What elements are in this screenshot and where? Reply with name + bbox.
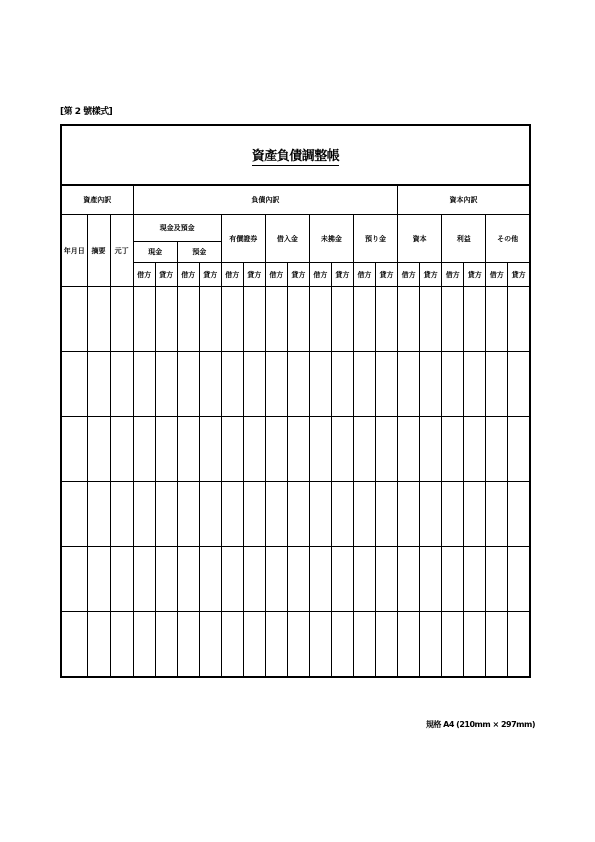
ledger-cell[interactable] [442,612,464,678]
ledger-cell[interactable] [375,287,397,352]
ledger-cell[interactable] [199,482,221,547]
ledger-cell[interactable] [221,352,243,417]
ledger-cell[interactable] [133,352,155,417]
ledger-cell[interactable] [309,352,331,417]
ledger-cell[interactable] [486,482,508,547]
ledger-cell[interactable] [420,612,442,678]
ledger-cell[interactable] [61,547,87,612]
debit-label: 借方 [353,263,375,287]
ledger-cell[interactable] [508,417,530,482]
ledger-cell[interactable] [287,287,309,352]
ledger-cell[interactable] [221,417,243,482]
group-header-row [61,185,530,215]
ledger-cell[interactable] [486,352,508,417]
ledger-cell[interactable] [199,287,221,352]
ledger-cell[interactable] [243,287,265,352]
ledger-cell[interactable] [508,482,530,547]
ledger-cell[interactable] [87,612,110,678]
ledger-cell[interactable] [61,352,87,417]
ledger-cell[interactable] [420,482,442,547]
ledger-cell[interactable] [420,547,442,612]
ledger-cell[interactable] [243,482,265,547]
ledger-cell[interactable] [353,482,375,547]
ledger-cell[interactable] [265,417,287,482]
ledger-cell[interactable] [265,352,287,417]
col-profit: 利益 [442,215,486,263]
ledger-cell[interactable] [177,547,199,612]
ledger-cell[interactable] [398,612,420,678]
ledger-cell[interactable] [486,417,508,482]
debit-label: 借方 [309,263,331,287]
ledger-cell[interactable] [133,482,155,547]
ledger-cell[interactable] [155,547,177,612]
ledger-cell[interactable] [375,352,397,417]
group-liabilities: 負債內訳 [133,185,398,215]
credit-label: 貸方 [375,263,397,287]
credit-label: 貸方 [243,263,265,287]
ledger-cell[interactable] [353,417,375,482]
ledger-cell[interactable] [110,547,133,612]
ledger-cell[interactable] [155,287,177,352]
ledger-cell[interactable] [243,417,265,482]
ledger-cell[interactable] [110,612,133,678]
ledger-cell[interactable] [309,547,331,612]
ledger-cell[interactable] [110,352,133,417]
ledger-cell[interactable] [133,547,155,612]
ledger-cell[interactable] [177,352,199,417]
credit-label: 貸方 [464,263,486,287]
credit-label: 貸方 [199,263,221,287]
ledger-cell[interactable] [87,417,110,482]
col-deposits-received: 預り金 [353,215,397,263]
ledger-cell[interactable] [287,417,309,482]
debit-label: 借方 [398,263,420,287]
ledger-cell[interactable] [87,287,110,352]
form-number-label: [第 2 號樣式] [60,107,113,117]
ledger-cell[interactable] [442,417,464,482]
ledger-cell[interactable] [331,612,353,678]
ledger-cell[interactable] [287,547,309,612]
ledger-cell[interactable] [199,612,221,678]
ledger-row [61,612,530,678]
col-cash-deposits: 現金及預金 [133,215,221,242]
ledger-cell[interactable] [353,287,375,352]
col-unpaid: 未拂金 [309,215,353,263]
ledger-cell[interactable] [442,547,464,612]
ledger-cell[interactable] [155,612,177,678]
credit-label: 貸方 [155,263,177,287]
group-capital: 資本內訳 [398,185,530,215]
ledger-cell[interactable] [199,352,221,417]
ledger-cell[interactable] [221,287,243,352]
ledger-row [61,417,530,482]
ledger-cell[interactable] [133,287,155,352]
title-box [60,124,531,184]
ledger-cell[interactable] [177,417,199,482]
ledger-cell[interactable] [508,352,530,417]
group-assets: 資產內訳 [61,185,133,215]
ledger-cell[interactable] [353,352,375,417]
ledger-cell[interactable] [87,352,110,417]
ledger-cell[interactable] [309,482,331,547]
ledger-cell[interactable] [398,352,420,417]
ledger-cell[interactable] [464,417,486,482]
form-title: 資產負債調整帳 [252,145,340,166]
col-summary: 摘要 [87,215,110,287]
ledger-cell[interactable] [486,547,508,612]
ledger-cell[interactable] [398,547,420,612]
ledger-cell[interactable] [398,482,420,547]
ledger-cell[interactable] [309,417,331,482]
ledger-cell[interactable] [61,612,87,678]
ledger-cell[interactable] [375,482,397,547]
ledger-cell[interactable] [375,417,397,482]
ledger-cell[interactable] [375,612,397,678]
ledger-cell[interactable] [133,612,155,678]
ledger-cell[interactable] [464,612,486,678]
ledger-cell[interactable] [287,482,309,547]
ledger-cell[interactable] [265,287,287,352]
ledger-cell[interactable] [420,287,442,352]
ledger-cell[interactable] [61,287,87,352]
ledger-cell[interactable] [508,287,530,352]
col-other: その他 [486,215,530,263]
ledger-cell[interactable] [508,547,530,612]
ledger-cell[interactable] [331,287,353,352]
ledger-cell[interactable] [398,287,420,352]
debit-label: 借方 [177,263,199,287]
credit-label: 貸方 [420,263,442,287]
ledger-cell[interactable] [221,482,243,547]
ledger-cell[interactable] [331,352,353,417]
ledger-cell[interactable] [221,547,243,612]
credit-label: 貸方 [287,263,309,287]
col-cash: 現金 [133,242,177,263]
col-deposit: 預金 [177,242,221,263]
ledger-cell[interactable] [265,547,287,612]
ledger-cell[interactable] [110,482,133,547]
ledger-cell[interactable] [331,547,353,612]
ledger-cell[interactable] [464,547,486,612]
debit-label: 借方 [221,263,243,287]
ledger-cell[interactable] [442,352,464,417]
credit-label: 貸方 [331,263,353,287]
ledger-cell[interactable] [464,352,486,417]
ledger-cell[interactable] [177,287,199,352]
ledger-cell[interactable] [486,287,508,352]
ledger-cell[interactable] [243,547,265,612]
ledger-cell[interactable] [110,287,133,352]
col-capital: 資本 [398,215,442,263]
ledger-row [61,482,530,547]
col-securities: 有價證券 [221,215,265,263]
ledger-cell[interactable] [398,417,420,482]
ledger-cell[interactable] [353,547,375,612]
ledger-cell[interactable] [442,287,464,352]
ledger-cell[interactable] [375,547,397,612]
ledger-cell[interactable] [133,417,155,482]
ledger-cell[interactable] [464,482,486,547]
ledger-cell[interactable] [287,612,309,678]
ledger-cell[interactable] [155,417,177,482]
ledger-cell[interactable] [110,417,133,482]
ledger-cell[interactable] [87,547,110,612]
ledger-cell[interactable] [331,482,353,547]
ledger-cell[interactable] [287,352,309,417]
debit-label: 借方 [133,263,155,287]
ledger-cell[interactable] [464,287,486,352]
ledger-row [61,287,530,352]
ledger-cell[interactable] [420,352,442,417]
ledger-cell[interactable] [199,547,221,612]
ledger-cell[interactable] [243,352,265,417]
ledger-cell[interactable] [420,417,442,482]
ledger-cell[interactable] [265,482,287,547]
ledger-cell[interactable] [331,417,353,482]
ledger-cell[interactable] [199,417,221,482]
ledger-cell[interactable] [177,482,199,547]
credit-label: 貸方 [508,263,530,287]
col-borrowings: 借入金 [265,215,309,263]
ledger-cell[interactable] [155,482,177,547]
ledger-row [61,352,530,417]
ledger-cell[interactable] [243,612,265,678]
footer-note: 規格 A4 (210mm × 297mm) [425,720,535,729]
ledger-cell[interactable] [61,482,87,547]
ledger-cell[interactable] [309,612,331,678]
ledger-table [60,184,531,678]
ledger-cell[interactable] [265,612,287,678]
ledger-row [61,547,530,612]
debit-label: 借方 [486,263,508,287]
debit-label: 借方 [265,263,287,287]
ledger-cell[interactable] [87,482,110,547]
ledger-cell[interactable] [177,612,199,678]
ledger-cell[interactable] [61,417,87,482]
debit-label: 借方 [442,263,464,287]
col-date: 年月日 [61,215,87,287]
ledger-cell[interactable] [309,287,331,352]
ledger-cell[interactable] [221,612,243,678]
header-row-1 [61,215,530,242]
ledger-cell[interactable] [155,352,177,417]
ledger-cell[interactable] [486,612,508,678]
ledger-cell[interactable] [508,612,530,678]
ledger-cell[interactable] [442,482,464,547]
col-ref: 元丁 [110,215,133,287]
ledger-cell[interactable] [353,612,375,678]
